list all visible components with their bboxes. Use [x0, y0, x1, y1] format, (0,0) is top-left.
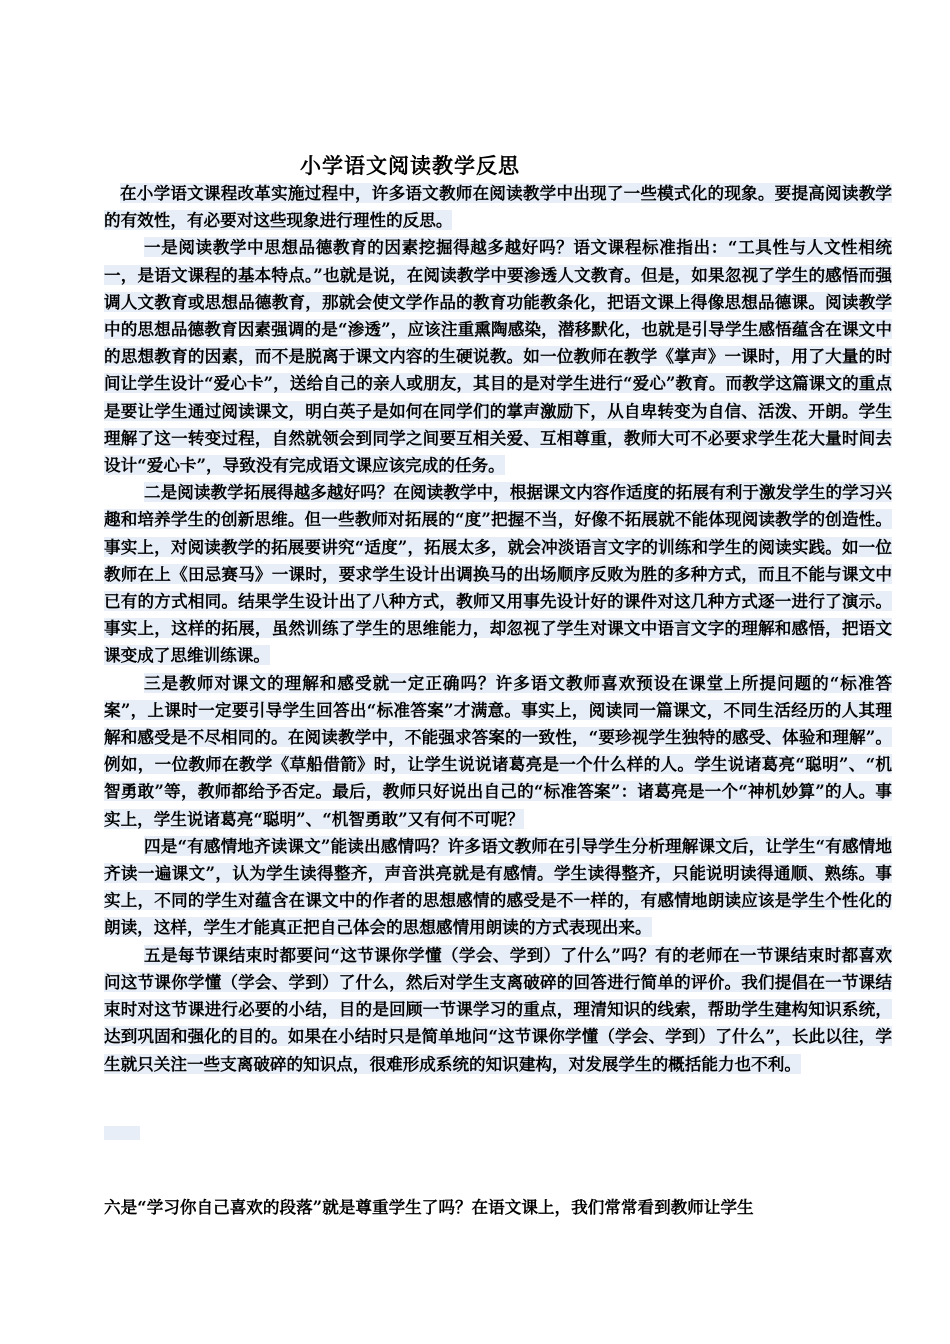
paragraph-text: 三是教师对课文的理解和感受就一定正确吗？许多语文教师喜欢预设在课堂上所提问题的“标准答案”，上课时一定要引导学生回答出“标准答案”才满意。事实上，阅读同一篇课文，不同生活经历的人其理解和感受是不尽相同的。在阅读教学中，不能强求答案的一致性，“要珍视学生独特的感受、体验和理解”。例如，一位教师在教学《草船借箭》时，让学生说说诸葛亮是一个什么样的人。学生说诸葛亮“聪明”、“机智勇敢”等，教师都给予否定。最后，教师只好说出自己的“标准答案”：诸葛亮是一个“神机妙算”的人。事实上，学生说诸葛亮“聪明”、“机智勇敢”又有何不可呢？: [104, 672, 892, 829]
paragraph-text: 在小学语文课程改革实施过程中，许多语文教师在阅读教学中出现了一些模式化的现象。要提高阅读教学的有效性，有必要对这些现象进行理性的反思。: [104, 183, 892, 231]
paragraph-text: 四是“有感情地齐读课文”能读出感情吗？许多语文教师在引导学生分析理解课文后，让学生“有感情地齐读一遍课文”，认为学生读得整齐，声音洪亮就是有感情。学生读得整齐，只能说明读得通顺、熟练。事实上，不同的学生对蕴含在课文中的作者的思想感情的感受是不一样的，有感情地朗读应该是学生个性化的朗读，这样，学生才能真正把自己体会的思想感情用朗读的方式表现出来。: [104, 835, 892, 938]
paragraph-text: 一是阅读教学中思想品德教育的因素挖掘得越多越好吗？语文课程标准指出：“工具性与人文性相统一，是语文课程的基本特点。”也就是说，在阅读教学中要渗透人文教育。但是，如果忽视了学生的感悟而强调人文教育或思想品德教育，那就会使文学作品的教育功能教条化，把语文课上得像思想品德课。阅读教学中的思想品德教育因素强调的是“渗透”，应该注重熏陶感染，潜移默化，也就是引导学生感悟蕴含在课文中的思想教育的因素，而不是脱离于课文内容的生硬说教。如一位教师在教学《掌声》一课时，用了大量的时间让学生设计“爱心卡”，送给自己的亲人或朋友，其目的是对学生进行“爱心”教育。而教学这篇课文的重点是要让学生通过阅读课文，明白英子是如何在同学们的掌声激励下，从自卑转变为自信、活泼、开朗。学生理解了这一转变过程，自然就领会到同学之间要互相关爱、互相尊重，教师大可不必要求学生花大量时间去设计“爱心卡”，导致没有完成语文课应该完成的任务。: [104, 237, 892, 476]
document-body: [104, 180, 892, 1078]
paragraph-point-6-start: 六是“学习你自己喜欢的段落”就是尊重学生了吗？在语文课上，我们常常看到教师让学生: [104, 1197, 754, 1217]
paragraph-point-2: [104, 479, 892, 669]
paragraph-intro: [104, 180, 892, 234]
paragraph-point-3: [104, 670, 892, 833]
paragraph-text: 五是每节课结束时都要问“这节课你学懂（学会、学到）了什么”吗？有的老师在一节课结束时都喜欢问这节课你学懂（学会、学到）了什么，然后对学生支离破碎的回答进行简单的评价。我们提倡在一节课结束时对这节课进行必要的小结，目的是回顾一节课学习的重点，理清知识的线索，帮助学生建构知识系统，达到巩固和强化的目的。如果在小结时只是简单地问“这节课你学懂（学会、学到）了什么”，长此以往，学生就只关注一些支离破碎的知识点，很难形成系统的知识建构，对发展学生的概括能力也不利。: [104, 944, 892, 1074]
paragraph-point-4: [104, 833, 892, 942]
paragraph-point-1: [104, 234, 892, 479]
paragraph-text: 二是阅读教学拓展得越多越好吗？在阅读教学中，根据课文内容作适度的拓展有利于激发学生的学习兴趣和培养学生的创新思维。但一些教师对拓展的“度”把握不当，好像不拓展就不能体现阅读教学的创造性。事实上，对阅读教学的拓展要讲究“适度”，拓展太多，就会冲淡语言文字的训练和学生的阅读实践。如一位教师在上《田忌赛马》一课时，要求学生设计出调换马的出场顺序反败为胜的多种方式，而且不能与课文中已有的方式相同。结果学生设计出了八种方式，教师又用事先设计好的课件对这几种方式逐一进行了演示。事实上，这样的拓展，虽然训练了学生的思维能力，却忽视了学生对课文中语言文字的理解和感悟，把语文课变成了思维训练课。: [104, 482, 892, 666]
paragraph-point-5: [104, 942, 892, 1078]
highlight-remnant: [104, 1126, 140, 1140]
document-title: 小学语文阅读教学反思: [300, 153, 520, 178]
